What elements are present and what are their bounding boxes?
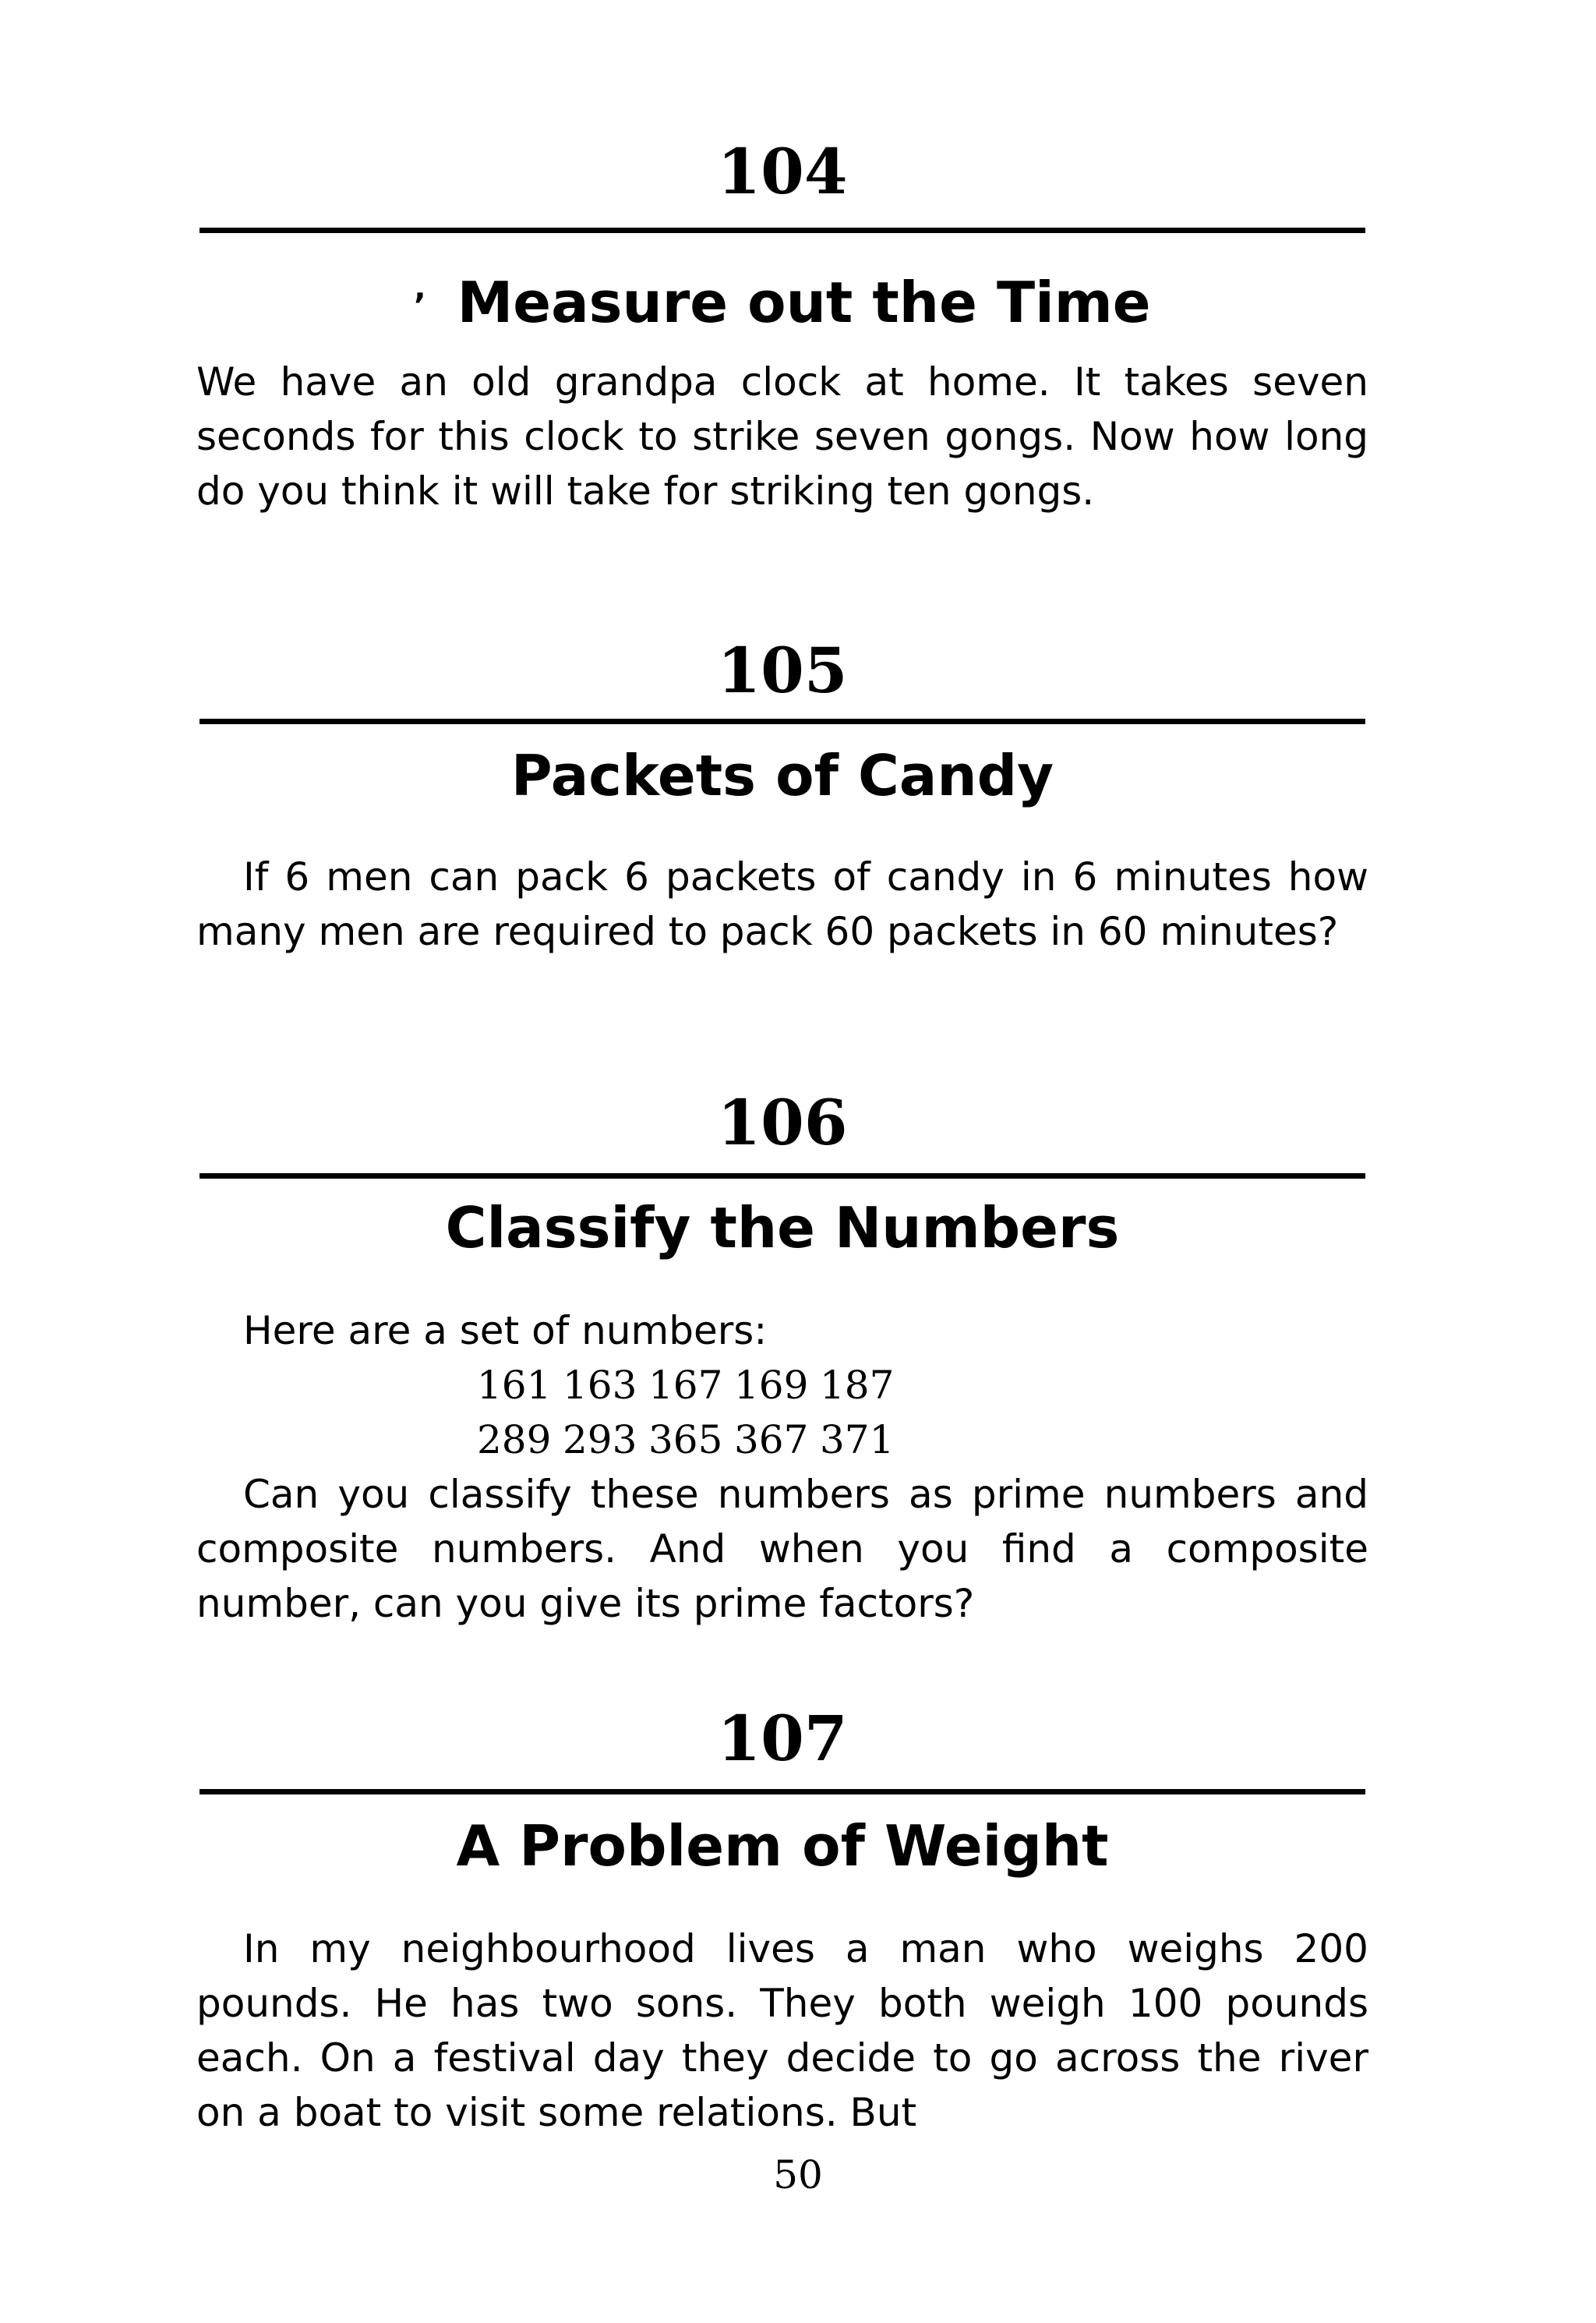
puzzle-105-rule <box>200 719 1365 724</box>
number-item: 293 <box>563 1417 637 1462</box>
puzzle-107-body: In my neighbourhood lives a man who weighs 200 pounds. He has two sons. They both weigh 100 pounds each. On a festival day they decide to go across the river on a boat to visit some relations. But <box>196 1926 1368 2135</box>
puzzle-106-number: 106 <box>717 1086 848 1159</box>
puzzle-104-number: 104 <box>717 135 848 208</box>
number-item: 187 <box>820 1363 895 1408</box>
puzzle-107-rule <box>200 1789 1365 1794</box>
puzzle-106-body: Can you classify these numbers as prime numbers and composite numbers. And when you find a composite number, can you give its prime factors? <box>196 1472 1368 1626</box>
puzzle-104-title-text: Measure out the Time <box>457 270 1151 335</box>
puzzle-105-title: Packets of Candy <box>510 743 1054 808</box>
number-item: 371 <box>820 1417 895 1462</box>
puzzle-104-title <box>200 253 1365 338</box>
number-list-row-2 <box>477 1413 894 1467</box>
number-item: 169 <box>734 1363 809 1408</box>
puzzle-105-body: If 6 men can pack 6 packets of candy in 6 minutes how many men are required to pack 60 packets in 60 minutes? <box>196 854 1368 954</box>
page-number: 50 <box>773 2152 823 2197</box>
number-item: 365 <box>648 1417 723 1462</box>
number-item: 289 <box>477 1417 552 1462</box>
puzzle-106-intro: Here are a set of numbers: <box>243 1308 768 1353</box>
stray-mark: , <box>414 270 426 306</box>
number-item: 161 <box>477 1363 552 1408</box>
number-item: 167 <box>648 1363 723 1408</box>
puzzle-106-rule <box>200 1173 1365 1179</box>
number-list-row-1 <box>477 1358 894 1413</box>
puzzle-104-rule <box>200 228 1365 233</box>
number-item: 367 <box>734 1417 809 1462</box>
number-item: 163 <box>563 1363 637 1408</box>
puzzle-105-number: 105 <box>717 634 848 707</box>
puzzle-107-number: 107 <box>717 1702 848 1775</box>
puzzle-106-title: Classify the Numbers <box>445 1195 1120 1261</box>
puzzle-104-body: We have an old grandpa clock at home. It takes seven seconds for this clock to strike seven gongs. Now how long do you think it will take for striking ten gongs. <box>196 359 1368 514</box>
puzzle-107-title: A Problem of Weight <box>456 1813 1109 1879</box>
